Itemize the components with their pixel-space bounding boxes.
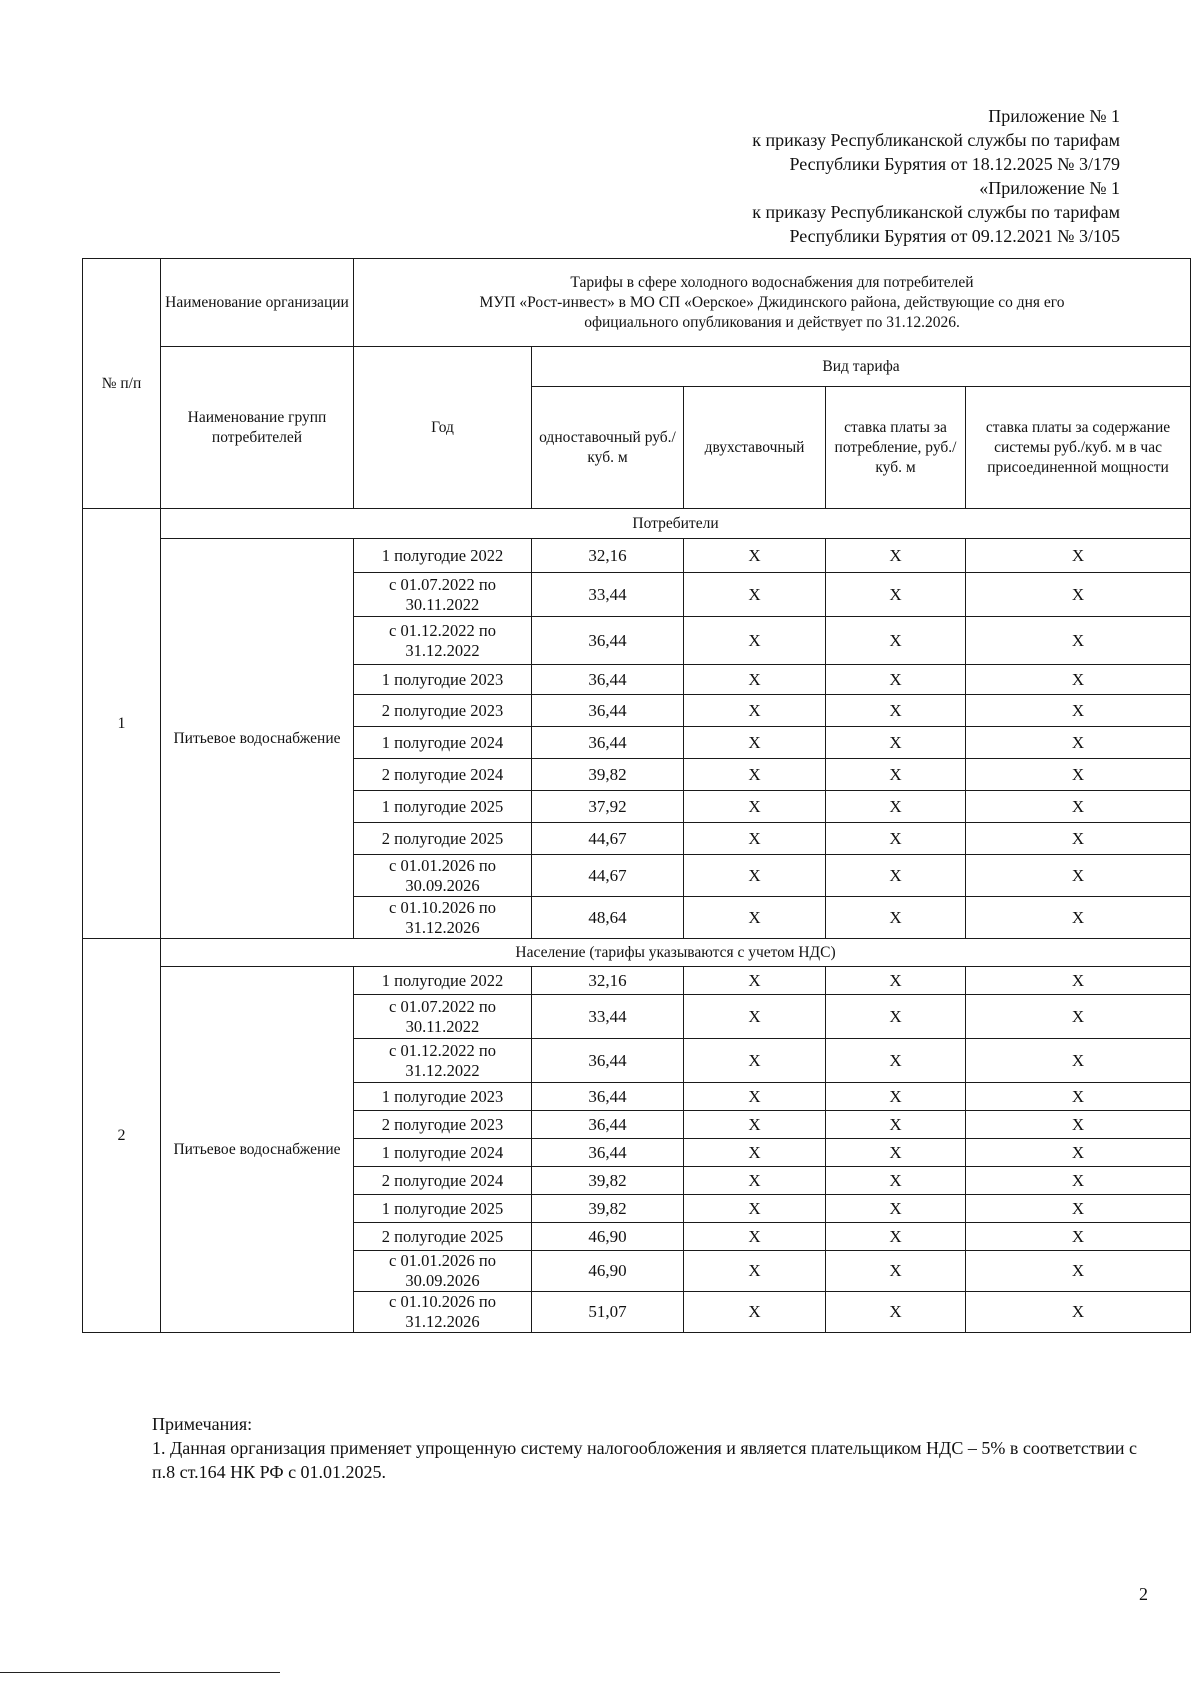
footer-rule [0,1672,280,1673]
period-cell: с 01.12.2022 по 31.12.2022 [354,617,532,665]
two-rate-value: X [684,1139,826,1167]
maintenance-rate-value: X [966,791,1191,823]
two-rate-value: X [684,539,826,573]
period-cell: с 01.10.2026 по 31.12.2026 [354,1292,532,1333]
consumption-rate-value: X [826,897,966,939]
two-rate-value: X [684,823,826,855]
maintenance-rate-header: ставка платы за содержание системы руб./куб. м в час присоединенной мощности [966,387,1191,509]
two-rate-value: X [684,1111,826,1139]
section-number: 2 [83,939,161,1333]
single-rate-value: 44,67 [532,855,684,897]
period-cell: 1 полугодие 2024 [354,1139,532,1167]
section-number: 1 [83,509,161,939]
maintenance-rate-value: X [966,1251,1191,1292]
two-rate-value: X [684,617,826,665]
period-cell: 2 полугодие 2025 [354,823,532,855]
period-cell: 1 полугодие 2025 [354,791,532,823]
two-rate-value: X [684,855,826,897]
subgroup-name: Питьевое водоснабжение [161,967,354,1333]
consumption-rate-value: X [826,665,966,695]
maintenance-rate-value: X [966,1195,1191,1223]
period-cell: 2 полугодие 2025 [354,1223,532,1251]
single-rate-header: одноставочный руб./ куб. м [532,387,684,509]
consumption-rate-value: X [826,791,966,823]
maintenance-rate-value: X [966,1292,1191,1333]
two-rate-value: X [684,1039,826,1083]
notes-section [152,1412,1152,1484]
org-name-header: Наименование организации [161,259,354,347]
single-rate-value: 48,64 [532,897,684,939]
consumption-rate-value: X [826,1251,966,1292]
note-item: 1. Данная организация применяет упрощенную систему налогообложения и является плательщиком НДС – 5% в соответствии с п.8 ст.164 НК РФ с 01.01.2025. [152,1438,1138,1482]
two-rate-value: X [684,695,826,727]
maintenance-rate-value: X [966,823,1191,855]
single-rate-value: 36,44 [532,1083,684,1111]
consumption-rate-value: X [826,759,966,791]
header-line: «Приложение № 1 [979,178,1120,198]
consumption-rate-value: X [826,695,966,727]
two-rate-value: X [684,573,826,617]
consumption-rate-value: X [826,573,966,617]
period-cell: 1 полугодие 2022 [354,967,532,995]
subgroup-name: Питьевое водоснабжение [161,539,354,939]
consumer-group-title: Население (тарифы указываются с учетом НДС) [161,939,1191,967]
two-rate-value: X [684,995,826,1039]
col-num-header: № п/п [83,259,161,509]
single-rate-value: 33,44 [532,573,684,617]
single-rate-value: 44,67 [532,823,684,855]
tariff-table [82,258,1191,1333]
maintenance-rate-value: X [966,1167,1191,1195]
consumption-rate-value: X [826,1139,966,1167]
consumption-rate-value: X [826,1111,966,1139]
maintenance-rate-value: X [966,995,1191,1039]
two-rate-value: X [684,1251,826,1292]
maintenance-rate-value: X [966,1223,1191,1251]
two-rate-value: X [684,1223,826,1251]
single-rate-value: 36,44 [532,695,684,727]
period-cell: 1 полугодие 2023 [354,665,532,695]
header-line: к приказу Республиканской службы по тарифам [752,202,1120,222]
consumption-rate-value: X [826,617,966,665]
maintenance-rate-value: X [966,573,1191,617]
period-cell: 2 полугодие 2023 [354,1111,532,1139]
two-rate-value: X [684,1167,826,1195]
two-rate-value: X [684,665,826,695]
maintenance-rate-value: X [966,897,1191,939]
consumption-rate-value: X [826,855,966,897]
single-rate-value: 36,44 [532,1111,684,1139]
two-rate-header: двухставочный [684,387,826,509]
single-rate-value: 36,44 [532,1039,684,1083]
consumption-rate-value: X [826,1223,966,1251]
two-rate-value: X [684,897,826,939]
single-rate-value: 33,44 [532,995,684,1039]
period-cell: с 01.12.2022 по 31.12.2022 [354,1039,532,1083]
period-cell: 2 полугодие 2024 [354,759,532,791]
appendix-header [480,104,1120,248]
single-rate-value: 36,44 [532,727,684,759]
consumption-rate-value: X [826,1083,966,1111]
maintenance-rate-value: X [966,1083,1191,1111]
maintenance-rate-value: X [966,759,1191,791]
period-cell: 1 полугодие 2022 [354,539,532,573]
maintenance-rate-value: X [966,727,1191,759]
maintenance-rate-value: X [966,1039,1191,1083]
title-line: официального опубликования и действует по 31.12.2026. [584,313,960,331]
period-cell: с 01.07.2022 по 30.11.2022 [354,573,532,617]
period-cell: с 01.07.2022 по 30.11.2022 [354,995,532,1039]
period-cell: с 01.10.2026 по 31.12.2026 [354,897,532,939]
period-cell: 2 полугодие 2024 [354,1167,532,1195]
header-line: Республики Бурятия от 18.12.2025 № 3/179 [789,154,1120,174]
maintenance-rate-value: X [966,1139,1191,1167]
period-cell: 2 полугодие 2023 [354,695,532,727]
tariff-type-header: Вид тарифа [532,347,1191,387]
single-rate-value: 46,90 [532,1251,684,1292]
consumption-rate-value: X [826,539,966,573]
consumption-rate-value: X [826,823,966,855]
single-rate-value: 32,16 [532,539,684,573]
two-rate-value: X [684,759,826,791]
single-rate-value: 36,44 [532,617,684,665]
tariff-row [83,539,1191,573]
two-rate-value: X [684,967,826,995]
maintenance-rate-value: X [966,539,1191,573]
single-rate-value: 36,44 [532,665,684,695]
single-rate-value: 39,82 [532,759,684,791]
single-rate-value: 51,07 [532,1292,684,1333]
two-rate-value: X [684,1195,826,1223]
consumption-rate-value: X [826,1292,966,1333]
period-cell: с 01.01.2026 по 30.09.2026 [354,1251,532,1292]
header-line: Приложение № 1 [988,106,1120,126]
maintenance-rate-value: X [966,695,1191,727]
maintenance-rate-value: X [966,855,1191,897]
notes-heading: Примечания: [152,1414,253,1434]
consumption-rate-value: X [826,995,966,1039]
single-rate-value: 37,92 [532,791,684,823]
header-line: к приказу Республиканской службы по тарифам [752,130,1120,150]
single-rate-value: 39,82 [532,1195,684,1223]
single-rate-value: 46,90 [532,1223,684,1251]
single-rate-value: 36,44 [532,1139,684,1167]
consumption-rate-value: X [826,1039,966,1083]
consumer-group-title: Потребители [161,509,1191,539]
single-rate-value: 32,16 [532,967,684,995]
year-header: Год [354,347,532,509]
period-cell: 1 полугодие 2024 [354,727,532,759]
period-cell: 1 полугодие 2025 [354,1195,532,1223]
two-rate-value: X [684,1292,826,1333]
consumption-rate-header: ставка платы за потребление, руб./ куб. м [826,387,966,509]
consumption-rate-value: X [826,1195,966,1223]
single-rate-value: 39,82 [532,1167,684,1195]
header-line: Республики Бурятия от 09.12.2021 № 3/105 [789,226,1120,246]
title-line: МУП «Рост-инвест» в МО СП «Оерское» Джидинского района, действующие со дня его [479,293,1065,311]
maintenance-rate-value: X [966,617,1191,665]
consumer-group-header: Наименование групп потребителей [161,347,354,509]
page-number: 2 [1139,1584,1148,1604]
tariff-row [83,967,1191,995]
table-title [354,259,1191,347]
maintenance-rate-value: X [966,665,1191,695]
title-line: Тарифы в сфере холодного водоснабжения для потребителей [570,273,974,291]
two-rate-value: X [684,791,826,823]
consumption-rate-value: X [826,967,966,995]
period-cell: с 01.01.2026 по 30.09.2026 [354,855,532,897]
consumption-rate-value: X [826,727,966,759]
maintenance-rate-value: X [966,1111,1191,1139]
period-cell: 1 полугодие 2023 [354,1083,532,1111]
maintenance-rate-value: X [966,967,1191,995]
two-rate-value: X [684,1083,826,1111]
consumption-rate-value: X [826,1167,966,1195]
two-rate-value: X [684,727,826,759]
